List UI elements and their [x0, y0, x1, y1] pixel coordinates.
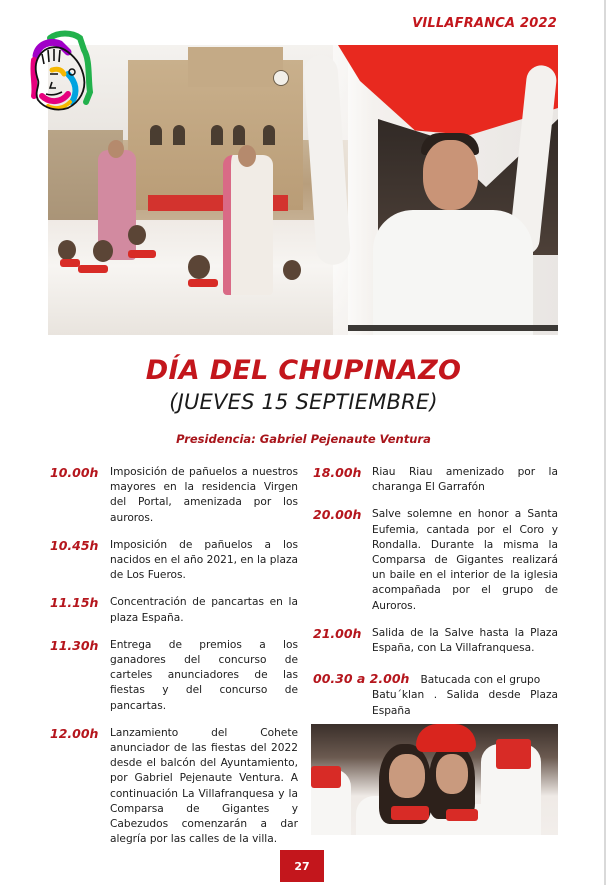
- schedule-item: [50, 726, 298, 848]
- presidency-line: Presidencia: Gabriel Pejenaute Ventura: [176, 432, 431, 446]
- schedule-item: [50, 595, 298, 625]
- page-subtitle-date: (JUEVES 15 SEPTIEMBRE): [169, 390, 438, 414]
- event-description: Imposición de pañuelos a nuestros mayores en la residencia Virgen del Portal, amenizada por los auroros.: [110, 466, 298, 524]
- event-description-continued: Batu´klan . Salida desde Plaza España: [372, 689, 558, 717]
- page-title: DÍA DEL CHUPINAZO: [145, 355, 462, 386]
- event-description: Salve solemne en honor a Santa Eufemia, cantada por el Coro y Rondalla. Durante la misma la Comparsa de Gigantes realizará un baile en el interior de la iglesia acompañada por el grupo de Auroros.: [372, 508, 558, 612]
- event-description: Imposición de pañuelos a los nacidos en el año 2021, en la plaza de Los Fueros.: [110, 538, 298, 582]
- event-time: 11.30h: [50, 637, 99, 653]
- event-description: Salida de la Salve hasta la Plaza España, con La Villafranquesa.: [372, 626, 558, 655]
- schedule-item: [313, 507, 558, 613]
- red-hat: [416, 724, 476, 752]
- event-time: 00.30 a 2.00h: [313, 671, 410, 687]
- festival-giant-head-logo-icon: [28, 30, 96, 120]
- event-time: 11.15h: [50, 595, 99, 611]
- event-time: 12.00h: [50, 725, 99, 741]
- event-description: Concentración de pancartas en la plaza España.: [110, 596, 298, 624]
- event-time: 20.00h: [313, 507, 362, 523]
- event-description: Riau Riau amenizado por la charanga El Garrafón: [372, 466, 558, 494]
- hero-photo-collage: [48, 45, 558, 335]
- schedule-item: [50, 465, 298, 526]
- schedule-item: [313, 465, 558, 495]
- event-time: 18.00h: [313, 465, 362, 480]
- schedule-right-column: [313, 465, 558, 731]
- schedule-item: [50, 638, 298, 714]
- event-description: Batucada con el grupo: [420, 674, 541, 687]
- page-number: 27: [280, 850, 324, 882]
- event-description: Lanzamiento del Cohete anunciador de las fiestas del 2022 desde el balcón del Ayuntamiento, por Gabriel Pejenaute Ventura. A continuación La Villafranquesa y la Comparsa de Gigantes y Cabezudos comenzarán a dar alegría por las calles de la villa.: [110, 726, 298, 846]
- event-description: Entrega de premios a los ganadores del concurso de carteles anunciadores de las fiestas y del concurso de pancartas.: [110, 638, 298, 712]
- header-title: VILLAFRANCA 2022: [412, 16, 557, 31]
- clock-icon: [273, 70, 289, 86]
- event-time: 10.45h: [50, 537, 99, 553]
- schedule-left-column: [50, 465, 298, 859]
- schedule-item: [313, 668, 558, 719]
- festival-crowd-photo: [311, 724, 558, 835]
- event-time: 21.00h: [313, 625, 362, 641]
- schedule-item: [313, 626, 558, 656]
- event-time: 10.00h: [50, 465, 99, 480]
- schedule-item: [50, 538, 298, 584]
